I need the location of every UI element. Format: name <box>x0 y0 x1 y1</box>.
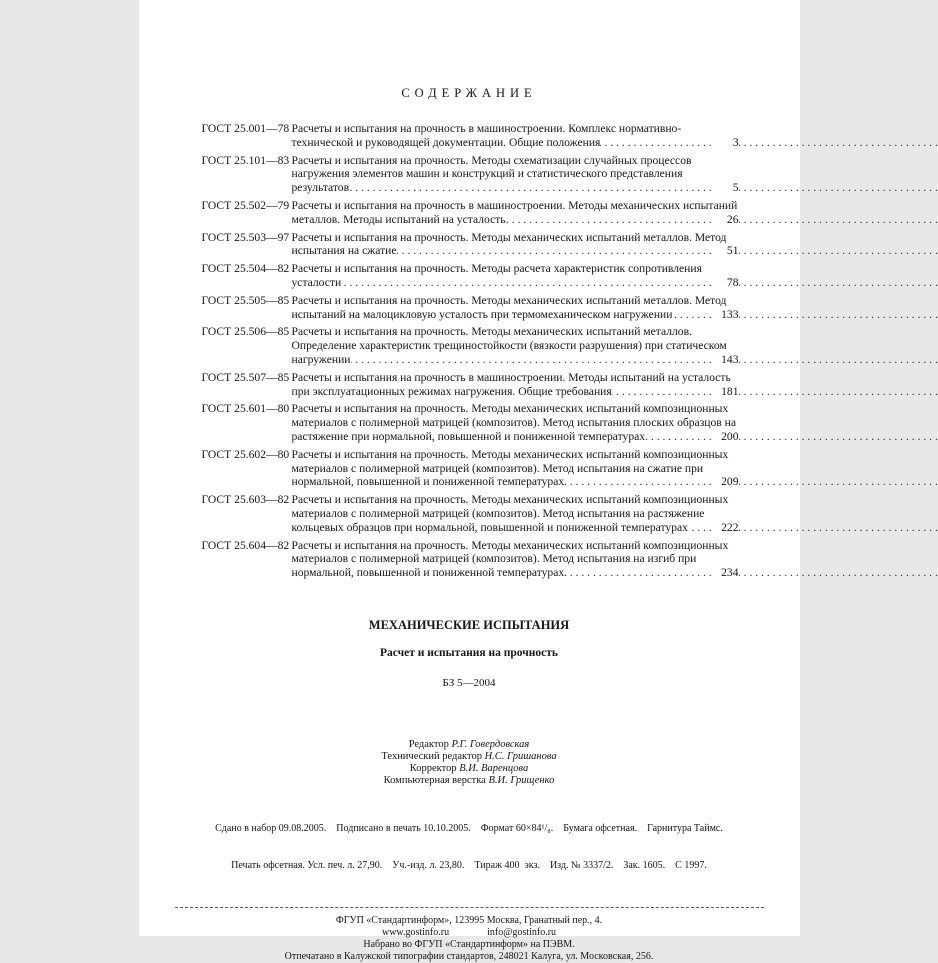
toc-page-number: 3 <box>713 136 739 150</box>
toc-entry <box>202 122 739 150</box>
toc-entry-title: Расчеты и испытания на прочность. Методы расчета характеристик сопротивления усталости <box>291 262 702 289</box>
toc-page-number: 26 <box>713 213 739 227</box>
gost-number: ГОСТ 25.604—82 <box>201 538 290 552</box>
toc-page-number: 181 <box>713 385 739 399</box>
toc-entry-body <box>292 262 739 290</box>
toc-entry <box>202 262 739 290</box>
credit-line <box>139 739 800 751</box>
dot-leader <box>292 181 713 195</box>
gost-number: ГОСТ 25.001—78 <box>201 122 290 135</box>
imprint-line-1: Сдано в набор 09.08.2005. Подписано в печать 10.10.2005. Формат 60×84¹/₈. Бумага офсетная. Гарнитура Таймс. <box>215 822 723 834</box>
toc-entry-title: Расчеты и испытания на прочность в машиностроении. Методы механических испытаний металлов. Методы испытаний на усталость <box>291 198 738 226</box>
toc-entry-body <box>292 493 739 534</box>
publisher-website: www.gostinfo.ru <box>381 926 450 938</box>
toc-entry-title: Расчеты и испытания на прочность. Методы механических испытаний композиционных материалов с полимерной матрицей (композитов). Метод испытания на изгиб при нормальной, повышенной и пониженной температурах <box>291 538 729 580</box>
credit-role: Корректор <box>409 762 457 774</box>
document-page <box>139 0 800 962</box>
toc-entry <box>202 199 739 227</box>
toc-entry-title: Расчеты и испытания на прочность. Методы механических испытаний композиционных материалов с полимерной матрицей (композитов). Метод испытания на сжатие при нормальной, повышенной и пониженной температурах <box>291 447 729 489</box>
toc-entry-body <box>292 448 739 489</box>
credits-block <box>139 739 800 787</box>
toc-entry <box>202 294 739 322</box>
toc-entry-title: Расчеты и испытания на прочность в машиностроении. Методы испытаний на усталость при эксплуатационных режимах нагружения. Общие требования <box>291 370 731 398</box>
gost-number: ГОСТ 25.505—85 <box>201 293 290 307</box>
credit-name: Р.Г. Говердовская <box>451 738 530 750</box>
gost-number: ГОСТ 25.602—80 <box>201 447 290 461</box>
toc-entry <box>202 539 739 580</box>
toc-entry <box>202 371 739 399</box>
credit-line <box>139 763 800 775</box>
toc-page-number: 200 <box>713 430 739 444</box>
toc-entry <box>202 325 739 366</box>
toc-entry-title: Расчеты и испытания на прочность. Методы схематизации случайных процессов нагружения элементов машин и конструкций и статистического представления результатов <box>291 153 692 195</box>
publisher-block <box>139 915 800 963</box>
dot-leader <box>292 276 713 290</box>
toc-entry <box>202 402 739 443</box>
toc-page-number: 133 <box>713 308 739 322</box>
toc-entry-body <box>292 539 739 580</box>
gost-number: ГОСТ 25.101—83 <box>201 153 290 167</box>
gost-number: ГОСТ 25.503—97 <box>201 230 290 244</box>
toc-entry-body <box>292 294 739 322</box>
credit-role: Компьютерная верстка <box>383 774 486 786</box>
credit-role: Редактор <box>408 738 449 750</box>
toc-page-number: 209 <box>713 475 739 489</box>
table-of-contents <box>202 122 739 580</box>
toc-entry-title: Расчеты и испытания на прочность. Методы механических испытаний металлов. Метод испытаний на малоцикловую усталость при термомеханическом нагружении <box>291 293 727 321</box>
toc-entry-title: Расчеты и испытания на прочность. Методы механических испытаний композиционных материалов с полимерной матрицей (композитов). Метод испытания на растяжение кольцевых образцов при нормальной, повышенной и пониженной температурах <box>291 493 729 534</box>
publisher-address: ФГУП «Стандартинформ», 123995 Москва, Гранатный пер., 4. <box>335 914 603 926</box>
dot-leader <box>292 353 713 367</box>
credit-name: Н.С. Гришанова <box>484 750 557 762</box>
imprint-line-2: Печать офсетная. Усл. печ. л. 27,90. Уч.-изд. л. 23,80. Тираж 400 экз. Изд. № 3337/2. Зак. 1605. С 1997. <box>231 860 707 872</box>
toc-entry-body <box>292 231 739 259</box>
gost-number: ГОСТ 25.506—85 <box>201 325 290 339</box>
toc-entry <box>202 493 739 534</box>
toc-entry-title: Расчеты и испытания на прочность. Методы механических испытаний металлов. Метод испытания на сжатие <box>291 230 727 258</box>
toc-entry-body <box>292 199 739 227</box>
credit-role: Технический редактор <box>381 750 482 762</box>
toc-entry-body <box>292 122 739 150</box>
toc-entry-body <box>292 325 739 366</box>
gost-number: ГОСТ 25.502—79 <box>201 198 290 212</box>
toc-page-number: 143 <box>713 353 739 367</box>
toc-entry-body <box>292 371 739 399</box>
toc-entry-body <box>292 154 739 195</box>
credit-line <box>139 751 800 763</box>
toc-page-number: 222 <box>713 521 739 535</box>
gost-number: ГОСТ 25.601—80 <box>201 402 290 416</box>
gost-number: ГОСТ 25.504—82 <box>201 262 290 276</box>
imprint-block <box>177 798 762 898</box>
series-subtitle: Расчет и испытания на прочность <box>380 646 558 659</box>
toc-entry <box>202 448 739 489</box>
gost-number: ГОСТ 25.603—82 <box>201 493 290 507</box>
toc-entry-body <box>292 402 739 443</box>
publisher-typeset-note: Набрано во ФГУП «Стандартинформ» на ПЭВМ. <box>363 938 575 950</box>
gost-number: ГОСТ 25.507—85 <box>201 370 290 384</box>
series-code: БЗ 5—2004 <box>442 676 496 689</box>
publisher-contacts <box>139 927 800 939</box>
credit-line <box>139 775 800 787</box>
publisher-printed-note: Отпечатано в Калужской типографии стандартов, 248021 Калуга, ул. Московская, 256. <box>284 950 654 962</box>
toc-page-number: 51 <box>713 244 739 258</box>
toc-entry <box>202 231 739 259</box>
toc-page-number: 5 <box>713 181 739 195</box>
dashed-divider <box>175 907 764 908</box>
toc-page-number: 78 <box>713 276 739 290</box>
credit-name: В.И. Варенцова <box>459 762 529 774</box>
toc-entry-title: Расчеты и испытания на прочность. Методы механических испытаний металлов. Определение характеристик трещиностойкости (вязкости разрушения) при статическом нагружении <box>291 325 727 366</box>
toc-entry-title: Расчеты и испытания на прочность в машиностроении. Комплекс нормативно-технической и руководящей документации. Общие положения <box>291 122 682 149</box>
credit-name: В.И. Грищенко <box>488 774 555 786</box>
series-title: МЕХАНИЧЕСКИЕ ИСПЫТАНИЯ <box>368 617 570 632</box>
toc-page-number: 234 <box>713 566 739 580</box>
page-title: СОДЕРЖАНИЕ <box>401 86 537 100</box>
publisher-email: info@gostinfo.ru <box>487 926 557 938</box>
toc-entry <box>202 154 739 195</box>
toc-entry-title: Расчеты и испытания на прочность. Методы механических испытаний композиционных материалов с полимерной матрицей (композитов). Метод испытания плоских образцов на растяжение при нормальной, повышенной и пониженной температурах <box>291 402 737 443</box>
